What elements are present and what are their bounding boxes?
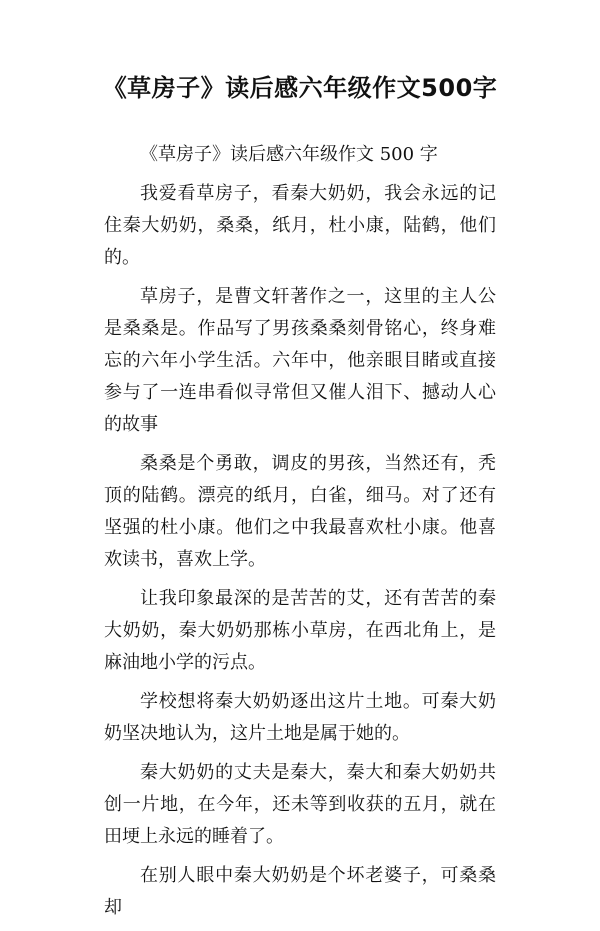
paragraph-subtitle: 《草房子》读后感六年级作文 500 字 — [140, 144, 438, 165]
paragraph: 我爱看草房子，看秦大奶奶，我会永远的记住秦大奶奶，桑桑，纸月，杜小康，陆鹤，他们的。 — [104, 183, 496, 268]
paragraph: 秦大奶奶的丈夫是秦大，秦大和秦大奶奶共创一片地，在今年，还未等到收获的五月，就在田埂上永远的睡着了。 — [104, 762, 496, 847]
document-body — [104, 139, 496, 931]
paragraph: 在别人眼中秦大奶奶是个坏老婆子，可桑桑却 — [104, 865, 496, 918]
paragraph: 草房子，是曹文轩著作之一，这里的主人公是桑桑是。作品写了男孩桑桑刻骨铭心，终身难忘的六年小学生活。六年中，他亲眼目睹或直接参与了一连串看似寻常但又催人泪下、撼动人心的故事 — [104, 286, 496, 435]
paragraph: 学校想将秦大奶奶逐出这片土地。可秦大奶奶坚决地认为，这片土地是属于她的。 — [104, 691, 496, 744]
document-title: 《草房子》读后感六年级作文500字 — [102, 74, 498, 102]
paragraph: 桑桑是个勇敢，调皮的男孩，当然还有，秃顶的陆鹤。漂亮的纸月，白雀，细马。对了还有坚强的杜小康。他们之中我最喜欢杜小康。他喜欢读书，喜欢上学。 — [104, 453, 496, 570]
paragraph: 让我印象最深的是苦苦的艾，还有苦苦的秦大奶奶，秦大奶奶那栋小草房，在西北角上，是麻油地小学的污点。 — [104, 588, 496, 673]
